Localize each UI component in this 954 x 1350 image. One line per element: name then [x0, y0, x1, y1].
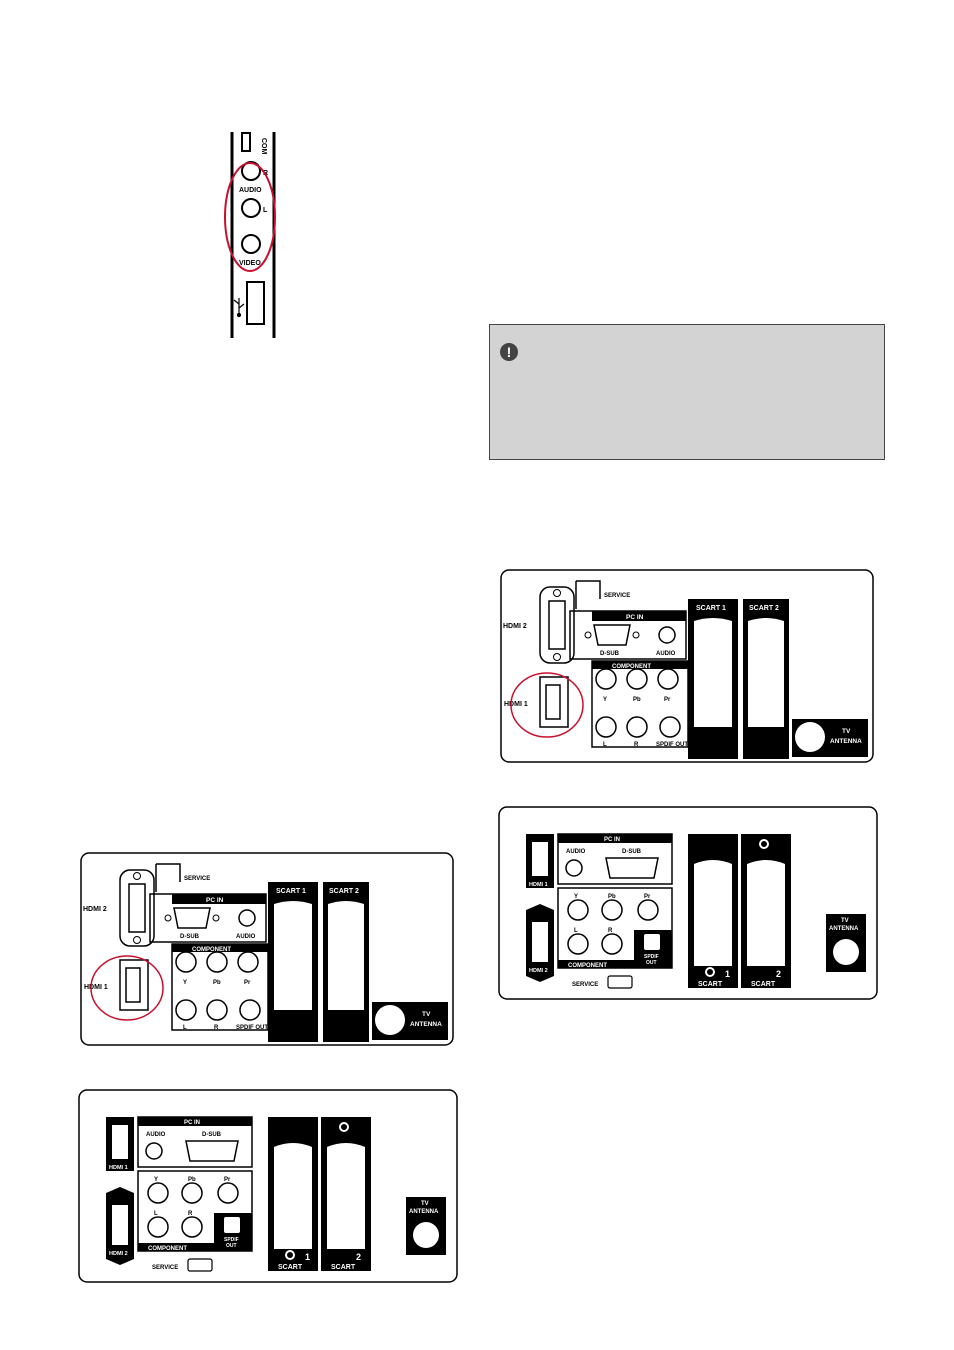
scart2-num: 2	[356, 1252, 362, 1262]
antenna-label: ANTENNA	[830, 738, 862, 745]
hdmi1-label: HDMI 1	[529, 882, 548, 888]
dsub-label: D-SUB	[180, 934, 199, 940]
y-label: Y	[154, 1177, 159, 1183]
exclamation-icon: !	[500, 343, 518, 361]
tv-label: TV	[841, 918, 849, 924]
dsub-label: D-SUB	[202, 1132, 221, 1138]
antenna-label: ANTENNA	[410, 1021, 442, 1028]
pc-audio-label: AUDIO	[656, 651, 676, 657]
component-label: COMPONENT	[192, 947, 231, 953]
hdmi2-label: HDMI 2	[503, 623, 527, 630]
com-label: COM	[260, 138, 267, 155]
scart1-num: 1	[725, 969, 731, 979]
hdmi2-label: HDMI 2	[529, 968, 548, 974]
pb-label: Pb	[608, 894, 616, 900]
pc-audio-label: AUDIO	[236, 934, 256, 940]
video-label: VIDEO	[239, 260, 261, 267]
l-label: L	[183, 1025, 187, 1031]
spdif-label-line2: OUT	[226, 1243, 237, 1249]
scart1-label: SCART	[698, 981, 723, 988]
spdif-label: SPDIF OUT	[236, 1025, 269, 1031]
r-label: R	[188, 1211, 193, 1217]
r-label: R	[214, 1025, 219, 1031]
l-label: L	[154, 1211, 158, 1217]
l-label: L	[574, 928, 578, 934]
scart2-label: SCART 2	[329, 888, 359, 895]
scart2-num: 2	[776, 969, 782, 979]
scart1-label: SCART 1	[276, 888, 306, 895]
scart1-label: SCART 1	[696, 605, 726, 612]
antenna-label: ANTENNA	[829, 926, 859, 932]
spdif-label-line1: SPDIF	[644, 954, 659, 960]
hdmi1-label: HDMI 1	[109, 1165, 128, 1171]
dsub-label: D-SUB	[600, 651, 619, 657]
usb-icon	[234, 298, 244, 317]
pc-in-label: PC IN	[206, 897, 224, 904]
hdmi2-label: HDMI 2	[109, 1251, 128, 1257]
r-label: R	[634, 742, 639, 748]
audio-l-jack	[242, 199, 260, 217]
audio-label: AUDIO	[239, 187, 262, 194]
pr-label: Pr	[664, 697, 671, 703]
r-label: R	[608, 928, 613, 934]
service-label: SERVICE	[152, 1265, 179, 1271]
hdmi1-label: HDMI 1	[504, 701, 528, 708]
l-label: L	[603, 742, 607, 748]
side-connector-panel	[220, 128, 290, 342]
component-label: COMPONENT	[148, 1246, 187, 1252]
tv-label: TV	[421, 1201, 429, 1207]
pc-audio-label: AUDIO	[566, 849, 586, 855]
spdif-label-line1: SPDIF	[224, 1237, 239, 1243]
pc-in-label: PC IN	[604, 837, 621, 843]
antenna-label: ANTENNA	[409, 1209, 439, 1215]
usb-port	[247, 282, 264, 324]
service-label: SERVICE	[604, 593, 631, 599]
scart2-label: SCART 2	[749, 605, 779, 612]
pb-label: Pb	[633, 697, 641, 703]
pr-label: Pr	[224, 1177, 231, 1183]
spdif-label: SPDIF OUT	[656, 742, 689, 748]
tv-label: TV	[842, 728, 851, 735]
tv-label: TV	[422, 1011, 431, 1018]
rear-panel-a-bottom	[80, 852, 454, 1046]
hdmi2-label: HDMI 2	[83, 906, 107, 913]
dsub-label: D-SUB	[622, 849, 641, 855]
scart2-label: SCART	[751, 981, 776, 988]
pb-label: Pb	[188, 1177, 196, 1183]
hdmi1-label: HDMI 1	[84, 984, 108, 991]
l-label: L	[263, 207, 268, 214]
service-label: SERVICE	[572, 982, 599, 988]
pb-label: Pb	[213, 980, 221, 986]
pc-in-label: PC IN	[626, 614, 644, 621]
y-label: Y	[574, 894, 579, 900]
component-label: COMPONENT	[568, 963, 607, 969]
component-label: COMPONENT	[612, 664, 651, 670]
scart1-label: SCART	[278, 1264, 303, 1271]
pr-label: Pr	[244, 980, 251, 986]
rear-panel-b-top	[498, 806, 878, 1000]
pr-label: Pr	[644, 894, 651, 900]
pc-in-label: PC IN	[184, 1120, 201, 1126]
pc-audio-label: AUDIO	[146, 1132, 166, 1138]
r-label: R	[263, 170, 269, 177]
y-label: Y	[603, 697, 608, 703]
video-jack	[242, 235, 260, 253]
y-label: Y	[183, 980, 188, 986]
scart1-num: 1	[305, 1252, 311, 1262]
service-label: SERVICE	[184, 876, 211, 882]
scart2-label: SCART	[331, 1264, 356, 1271]
rear-panel-a-top	[500, 569, 874, 763]
rear-panel-b-bottom	[78, 1088, 458, 1284]
spdif-label-line2: OUT	[646, 960, 657, 966]
note-box	[489, 324, 885, 460]
